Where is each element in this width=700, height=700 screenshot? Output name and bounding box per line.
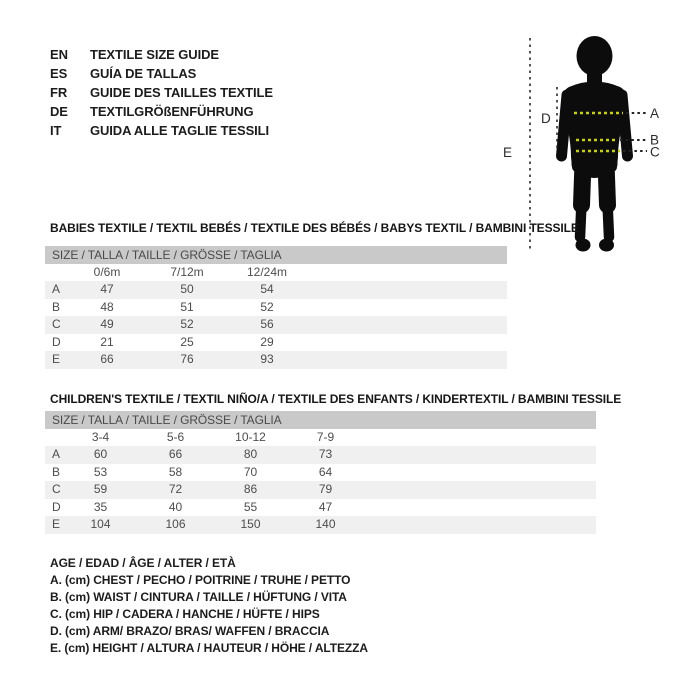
child-silhouette-feet: [576, 239, 615, 252]
size-value: 25: [180, 334, 194, 349]
size-table-header: SIZE / TALLA / TAILLE / GRÖSSE / TAGLIA: [45, 411, 596, 429]
language-title-block: [50, 45, 273, 140]
language-title: GUIDA ALLE TAGLIE TESSILI: [90, 123, 270, 138]
row-label: D: [52, 334, 61, 349]
table-row: [45, 464, 596, 482]
measure-label-b: B: [650, 132, 660, 148]
column-spacer: [45, 264, 67, 281]
column-header: 0/6m: [93, 265, 121, 279]
table-row: [45, 481, 596, 499]
size-value: 106: [165, 517, 186, 531]
measurement-legend: [50, 555, 368, 657]
size-value: 59: [93, 482, 108, 496]
row-label: A: [52, 282, 61, 296]
measure-label-d: D: [541, 111, 551, 126]
measure-label-a: A: [650, 106, 660, 121]
language-code: EN: [50, 47, 68, 62]
size-value: 72: [168, 482, 183, 496]
table-row: [45, 299, 507, 317]
legend-item-arm: D. (cm) ARM/ BRAZO/ BRAS/ WAFFEN / BRACCIA: [50, 624, 330, 638]
size-value: 54: [260, 282, 274, 296]
column-header-row: [45, 429, 596, 446]
table-row: [45, 446, 596, 464]
size-value: 64: [318, 464, 333, 479]
row-label: D: [52, 499, 61, 514]
language-title: TEXTILGRÖßENFÜHRUNG: [90, 104, 254, 119]
legend-item-hip: C. (cm) HIP / CADERA / HANCHE / HÜFTE / HIPS: [50, 607, 320, 621]
children-size-table: [45, 411, 596, 534]
language-row-de: [50, 102, 273, 121]
size-value: 104: [90, 517, 111, 531]
size-value: 150: [240, 517, 261, 531]
size-value: 66: [100, 352, 114, 366]
column-header: 12/24m: [246, 265, 288, 279]
size-value: 51: [180, 299, 194, 314]
row-label: E: [52, 352, 61, 366]
size-table-header: SIZE / TALLA / TAILLE / GRÖSSE / TAGLIA: [45, 246, 507, 264]
size-value: 70: [243, 464, 258, 479]
measure-label-c: C: [650, 144, 660, 160]
column-spacer: [45, 429, 63, 446]
size-value: 47: [318, 499, 333, 514]
column-header: 7/12m: [170, 265, 204, 279]
size-value: 66: [168, 447, 183, 461]
legend-item-waist: B. (cm) WAIST / CINTURA / TAILLE / HÜFTUNG / VITA: [50, 590, 347, 604]
size-value: 53: [93, 464, 108, 479]
language-row-fr: [50, 83, 273, 102]
size-value: 80: [243, 447, 258, 461]
size-value: 40: [168, 499, 183, 514]
table-row: [45, 334, 507, 352]
size-value: 50: [180, 282, 194, 296]
column-header: 5-6: [166, 430, 185, 444]
babies-size-table: [45, 246, 507, 369]
language-row-it: [50, 121, 273, 140]
row-label: E: [52, 517, 61, 531]
language-code: FR: [50, 85, 68, 100]
table-row: [45, 351, 507, 369]
row-label: C: [52, 317, 61, 331]
babies-table-title: BABIES TEXTILE / TEXTIL BEBÉS / TEXTILE DES BÉBÉS / BABYS TEXTIL / BAMBINI TESSILE: [50, 221, 579, 235]
size-value: 76: [180, 352, 194, 366]
legend-age: AGE / EDAD / ÂGE / ALTER / ETÀ: [50, 556, 236, 570]
size-value: 73: [318, 447, 333, 461]
size-value: 140: [315, 517, 336, 531]
size-value: 48: [100, 299, 114, 314]
language-row-en: [50, 45, 273, 64]
language-code: ES: [50, 66, 68, 81]
size-value: 93: [260, 352, 274, 366]
size-value: 79: [318, 482, 333, 496]
measure-label-e: E: [503, 145, 513, 160]
size-value: 21: [100, 334, 114, 349]
table-row: [45, 281, 507, 299]
language-code: IT: [50, 123, 62, 138]
table-row: [45, 316, 507, 334]
row-label: B: [52, 464, 61, 479]
size-value: 52: [180, 317, 194, 331]
size-rows: [45, 446, 596, 534]
table-row: [45, 516, 596, 534]
child-silhouette-icon: [563, 36, 626, 178]
row-label: A: [52, 447, 61, 461]
size-value: 35: [93, 499, 108, 514]
language-code: DE: [50, 104, 68, 119]
size-value: 60: [93, 447, 108, 461]
size-value: 56: [260, 317, 274, 331]
language-title: GUIDE DES TAILLES TEXTILE: [90, 85, 273, 100]
size-value: 58: [168, 464, 183, 479]
column-header: 7-9: [316, 430, 335, 444]
size-rows: [45, 281, 507, 369]
size-value: 52: [260, 299, 274, 314]
column-header: 3-4: [91, 430, 110, 444]
column-header: 10-12: [235, 430, 266, 444]
children-table-title: CHILDREN'S TEXTILE / TEXTIL NIÑO/A / TEXTILE DES ENFANTS / KINDERTEXTIL / BAMBINI TESSILE: [50, 392, 622, 406]
table-row: [45, 499, 596, 517]
legend-item-chest: A. (cm) CHEST / PECHO / POITRINE / TRUHE / PETTO: [50, 573, 351, 587]
size-value: 47: [100, 282, 114, 296]
column-header-row: [45, 264, 507, 281]
size-value: 55: [243, 499, 258, 514]
legend-item-height: E. (cm) HEIGHT / ALTURA / HAUTEUR / HÖHE / ALTEZZA: [50, 641, 368, 655]
size-value: 29: [260, 334, 274, 349]
language-title: GUÍA DE TALLAS: [90, 66, 197, 81]
row-label: C: [52, 482, 61, 496]
language-row-es: [50, 64, 273, 83]
size-value: 49: [100, 317, 114, 331]
language-title: TEXTILE SIZE GUIDE: [90, 47, 219, 62]
size-value: 86: [243, 482, 258, 496]
row-label: B: [52, 299, 61, 314]
